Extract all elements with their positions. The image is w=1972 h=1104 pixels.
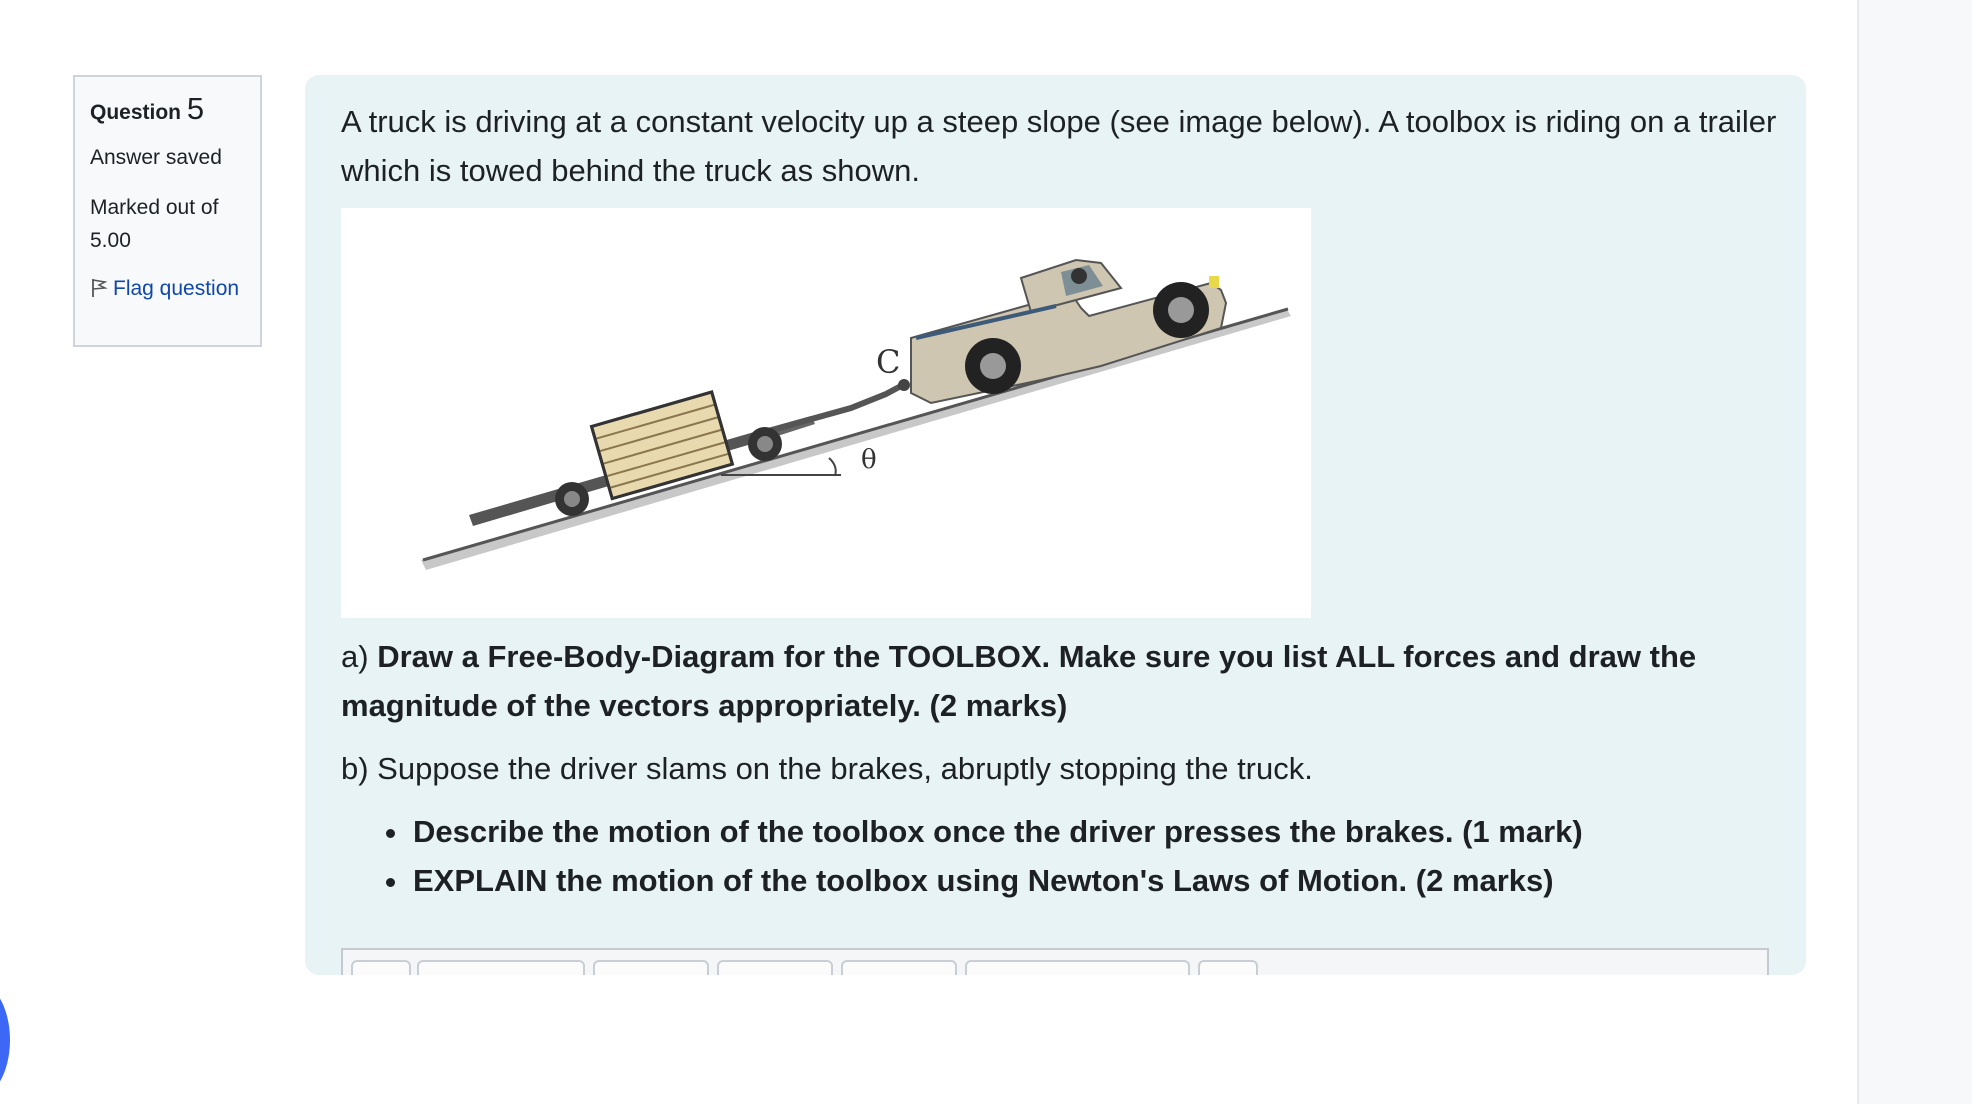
- part-a-prefix: a): [341, 639, 378, 674]
- part-b-tasks: [341, 807, 1781, 905]
- flag-icon: [90, 278, 108, 298]
- pickup-truck: [911, 260, 1226, 403]
- flag-question-link[interactable]: [90, 273, 246, 306]
- flag-question-label[interactable]: Flag question: [113, 277, 240, 301]
- right-drawer-rail: [1857, 0, 1972, 1104]
- answer-state: Answer saved: [90, 146, 222, 169]
- angle-theta-label: θ: [861, 445, 877, 475]
- question-label: Question: [90, 101, 182, 124]
- question-info-panel: [73, 75, 262, 347]
- question-grade: Marked out of 5.00: [90, 196, 219, 252]
- question-content: [305, 75, 1806, 975]
- question-intro: A truck is driving at a constant velocity up a steep slope (see image below). A toolbox is riding on a trailer which is towed behind the truck as shown.: [341, 104, 1777, 188]
- page-bottom: [0, 975, 1857, 1104]
- list-item: • Describe the motion of the toolbox once the driver presses the brakes. (1 mark): [411, 807, 1781, 856]
- question-number: [90, 93, 246, 124]
- part-a-text: [341, 632, 1781, 730]
- list-item: • EXPLAIN the motion of the toolbox using Newton's Laws of Motion. (2 marks): [411, 856, 1781, 905]
- truck-on-slope-image: [341, 208, 1311, 618]
- part-a-instruction: Draw a Free-Body-Diagram for the TOOLBOX. Make sure you list ALL forces and draw the magnitude of the vectors appropriately. (2 marks): [341, 639, 1697, 723]
- question-text: [341, 97, 1781, 905]
- part-b-text: b) Suppose the driver slams on the brakes, abruptly stopping the truck.: [341, 751, 1313, 786]
- point-c-label: C: [876, 343, 901, 381]
- truck-trailer-illustration: [341, 208, 1311, 618]
- question-number-value: 5: [186, 91, 205, 126]
